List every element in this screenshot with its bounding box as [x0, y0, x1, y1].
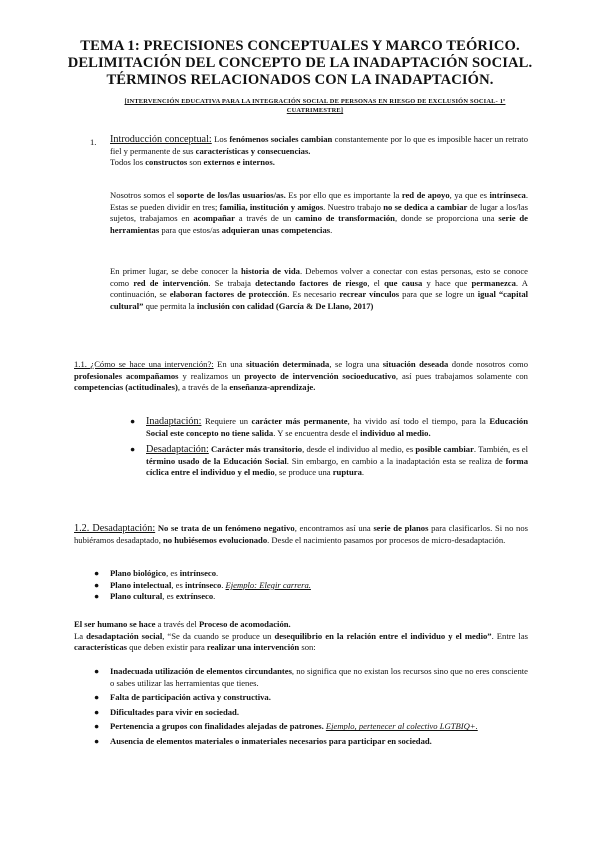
title-line-2: DELIMITACIÓN DEL CONCEPTO DE LA INADAPTACIÓN SOCIAL. [67, 55, 533, 72]
subtitle-line-1: [INTERVENCIÓN EDUCATIVA PARA LA INTEGRACIÓN SOCIAL DE PERSONAS EN RIESGO DE EXCLUSIÓN SOCIAL- 1º [124, 98, 506, 105]
list-item: ● Inadecuada utilización de elementos circundantes, no significa que no existan los recursos sino que no eres consciente o sabes utilizar las herramientas que tienes. [94, 666, 528, 688]
bullet-icon: ● [130, 416, 136, 426]
list-item: ● Plano biológico, es intrínseco. [94, 568, 219, 578]
section-1-1-paragraph: 1.1. ¿Cómo se hace una intervención?: En una situación determinada, se logra una situación deseada donde nosotros como profesionales acompañamos y realizamos un proyecto de intervención socioeducativo, así pues trabajamos solamente con competencias (actitudinales), a través de la enseñanza-aprendizaje. [74, 359, 528, 393]
list-item: ● Plano intelectual, es intrínseco. Ejemplo: Elegir carrera. [94, 579, 311, 590]
title-line-3: TÉRMINOS RELACIONADOS CON LA INADAPTACIÓN. [106, 72, 494, 89]
list-item: ● Dificultades para vivir en sociedad. [94, 706, 239, 717]
list-item-inadaptacion: ● Inadaptación: Requiere un carácter más permanente, ha vivido así todo el tiempo, para la Educación Social este concepto no tiene salida. Y se encuentra desde el individuo al medio. [130, 416, 528, 438]
planes-list [94, 568, 528, 603]
intro-paragraph-1: Introducción conceptual: Los fenómenos sociales cambian constantemente por lo que es imposible hacer un retrato fiel y permanente de sus características y consecuencias. Todos los constructos son externos e internos. [110, 134, 528, 168]
inadaptation-list [130, 416, 528, 479]
document-title [60, 38, 540, 90]
intro-heading: Introducción conceptual: [110, 134, 212, 145]
characteristics-list [94, 666, 528, 748]
intro-paragraph-2: Nosotros somos el soporte de los/las usuarios/as. Es por ello que es importante la red de apoyo, ya que es intrínseca. Estas se pueden dividir en tres; familia, institución y amigos. Nuestro trabajo no se dedica a cambiar de lugar a los/las sujetos, trabajamos en acompañar a través de un camino de transformación, donde se proporciona una serie de herramientas para que estos/as adquieran unas competencias. [110, 190, 529, 235]
section-1-1-heading: 1.1. ¿Cómo se hace una intervención?: [74, 359, 214, 369]
list-item: ● Falta de participación activa y constructiva. [94, 692, 271, 703]
list-item-desadaptacion: ● Desadaptación: Carácter más transitorio, desde el individuo al medio, es posible cambiar. También, es el término usado de la Educación Social. Sin embargo, en cambio a la inadaptación esta se realiza de forma cíclica entre el individuo y el medio, se produce una ruptura. [130, 444, 528, 478]
course-subtitle [100, 97, 530, 115]
section-1-2-heading: 1.2. Desadaptación: [74, 523, 156, 534]
list-item: ● Pertenencia a grupos con finalidades alejadas de patrones. Ejemplo, pertenecer al colectivo LGTBIQ+. [94, 721, 478, 732]
subtitle-line-2: CUATRIMESTRE] [286, 107, 344, 114]
bullet-icon: ● [130, 444, 136, 455]
section-1-2-paragraph: 1.2. Desadaptación: No se trata de un fenómeno negativo, encontramos así una serie de planos para clasificarlos. Si no nos hubiéramos desadaptado, no hubiésemos evolucionado. Desde el nacimiento pasamos por procesos de micro-desadaptación. [74, 523, 528, 545]
acomodacion-paragraph: El ser humano se hace a través del Proceso de acomodación. La desadaptación social, “Se da cuando se produce un desequilibrio en la relación entre el individuo y el medio”. Entre las características que deben existir para realizar una intervención son: [74, 619, 528, 653]
intro-paragraph-3: En primer lugar, se debe conocer la historia de vida. Debemos volver a conectar con estas personas, esto se conoce como red de intervención. Se trabaja detectando factores de riesgo, el que causa y hace que permanezca. A continuación, se elaboran factores de protección. Es necesario recrear vínculos para que se logre un igual “capital cultural” que permita la inclusión con calidad (García & De Llano, 2017) [110, 266, 528, 311]
list-item: ● Ausencia de elementos materiales o inmateriales necesarios para participar en sociedad. [94, 735, 432, 746]
title-line-1: TEMA 1: PRECISIONES CONCEPTUALES Y MARCO TEÓRICO. [80, 38, 520, 54]
list-item: ● Plano cultural, es extrínseco. [94, 591, 216, 602]
section-number: 1. [90, 137, 97, 147]
